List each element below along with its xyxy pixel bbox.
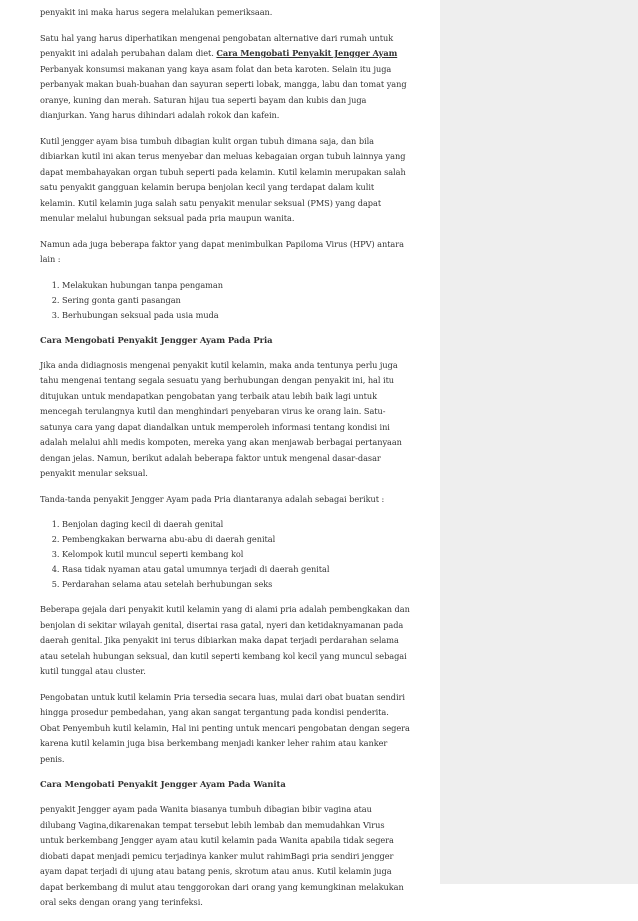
list-item: 4. Rasa tidak nyaman atau gatal umumnya terjadi di daerah genital (62, 562, 410, 577)
list-item: 5. Perdarahan selama atau setelah berhubungan seks (62, 577, 410, 592)
paragraph-pengobatan: Pengobatan untuk kutil kelamin Pria tersedia secara luas, mulai dari obat buatan sendiri hingga prosedur pembedahan, yang akan sangat tergantung pada kondisi penderita. Obat Penyembuh kutil kelamin, Hal ini penting untuk mencari pengobatan dengan segera karena kutil kelamin juga bisa berkembang menjadi kanker leher rahim atau kanker penis. (40, 691, 410, 764)
paragraph-gejala: Beberapa gejala dari penyakit kutil kelamin yang di alami pria adalah pembengkakan dan benjolan di sekitar wilayah genital, disertai rasa gatal, nyeri dan ketidaknyamanan pada daerah genital. Jika penyakit ini terus dibiarkan maka dapat terjadi perdarahan selama atau setelah hubungan seksual, dan kutil seperti kembang kol kecil yang muncul sebagai kutil tunggal atau cluster. (40, 604, 410, 676)
paragraph-tanda: Tanda-tanda penyakit Jengger Ayam pada Pria diantaranya adalah sebagai berikut : (40, 493, 385, 504)
heading-pria: Cara Mengobati Penyakit Jengger Ayam Pada Pria (40, 334, 273, 345)
alt-text-before-link: Satu hal yang harus diperhatikan mengenai pengobatan alternative dari rumah untuk penyakit ini adalah perubahan dalam diet. (40, 32, 394, 58)
list-item: 2. Pembengkakan berwarna abu-abu di daerah genital (62, 532, 410, 547)
heading-wanita: Cara Mengobati Penyakit Jengger Ayam Pada Wanita (40, 779, 286, 789)
faktor-list (40, 278, 410, 323)
paragraph-alternative-treatment (40, 31, 410, 124)
paragraph-wanita: penyakit Jengger ayam pada Wanita biasanya tumbuh dibagian bibir vagina atau dilubang Vagina,dikarenakan tempat tersebut lebih lembab dan memudahkan Virus untuk berkembang Jengger ayam atau kutil kelamin pada Wanita apabila tidak segera diobati dapat menjadi pemicu terjadinya kanker mulut rahimBagi pria sendiri jengger ayam dapat terjadi di ujung atau batang penis, skrotum atau anus. Kutil kelamin juga dapat berkembang di mulut atau tenggorokan dari orang yang kemungkinan melakukan oral seks dengan orang yang terinfeksi. (40, 804, 404, 907)
article-link[interactable]: Cara Mengobati Penyakit Jengger Ayam (216, 48, 398, 58)
list-item: 3. Kelompok kutil muncul seperti kembang kol (62, 547, 410, 562)
list-item: 2. Sering gonta ganti pasangan (62, 293, 410, 308)
sidebar-panel (440, 0, 638, 884)
article-body (40, 0, 410, 921)
tanda-list (40, 517, 410, 592)
alt-text-after-link: Perbanyak konsumsi makanan yang kaya asam folat dan beta karoten. Selain itu juga perbanyak makan buah-buahan dan sayuran seperti lobak, mangga, labu dan tomat yang oranye, kuning dan merah. Saturan hijau tua seperti bayam dan kubis dan juga dianjurkan. Yang harus dihindari adalah rokok dan kafein. (40, 63, 407, 120)
paragraph-pria: Jika anda didiagnosis mengenai penyakit kutil kelamin, maka anda tentunya perlu juga tahu mengenai tentang segala sesuatu yang berhubungan dengan penyakit ini, hal itu ditujukan untuk mendapatkan pengobatan yang terbaik atau lebih baik lagi untuk mencegah terulangnya kutil dan menghindari penyebaran virus ke orang lain. Satu-satunya cara yang dapat diandalkan untuk memperoleh informasi tentang kondisi ini adalah melalui ahli medis kompoten, mereka yang akan menjawab berbagai pertanyaan dengan jelas. Namun, berikut adalah beberapa faktor untuk mengenal dasar-dasar penyakit menular seksual. (40, 359, 402, 478)
list-item: 1. Melakukan hubungan tanpa pengaman (62, 278, 410, 293)
list-item: 3. Berhubungan seksual pada usia muda (62, 308, 410, 323)
paragraph-faktor: Namun ada juga beberapa faktor yang dapat menimbulkan Papiloma Virus (HPV) antara lain : (40, 238, 404, 264)
list-item: 1. Benjolan daging kecil di daerah genital (62, 517, 410, 532)
paragraph-kutil: Kutil jengger ayam bisa tumbuh dibagian kulit organ tubuh dimana saja, dan bila dibiarkan kutil ini akan terus menyebar dan meluas kebagaian organ tubuh lainnya yang dapat membahayakan organ tubuh seperti pada kelamin. Kutil kelamin merupakan salah satu penyakit gangguan kelamin berupa benjolan kecil yang terdapat dalam kulit kelamin. Kutil kelamin juga salah satu penyakit menular seksual (PMS) yang dapat menular melalui hubungan seksual pada pria maupun wanita. (40, 135, 406, 223)
paragraph-intro-end: penyakit ini maka harus segera melalukan pemeriksaan. (40, 7, 273, 17)
